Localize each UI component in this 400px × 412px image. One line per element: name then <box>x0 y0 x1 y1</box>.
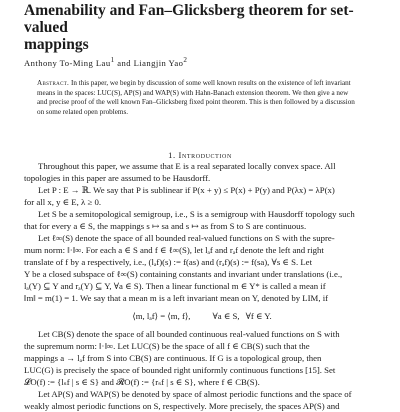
abstract-line-3: and precise proof of the well known Fan–Glicksberg fixed point theorem. This is then followed by a discussion <box>37 98 355 107</box>
abstract-line-2: means in the spaces: LUC(S), AP(S) and WAP(S) with Hahn-Banach extension theorem. We then give a new <box>37 88 349 97</box>
section-number: 1. <box>168 150 176 160</box>
para-4-line-3: translate of f by a respectively, i.e., (lₐf)(s) := f(as) and (rₐf)(s) := f(sa), ∀s ∈ S. Let <box>24 257 312 267</box>
para-5-line-4: LUC(G) is precisely the space of bounded right uniformly continuous functions [15]. Set <box>24 365 336 375</box>
author-2-affiliation: 2 <box>183 56 188 64</box>
abstract-line-1 <box>37 79 368 89</box>
para-5-line-3: mappings a → lₐf from S into CB(S) are continuous. If G is a topological group, then <box>24 353 322 363</box>
author-1-name: Anthony To-Ming Lau <box>24 57 111 68</box>
para-4-line-4: Y be a closed subspace of ℓ∞(S) containing constants and invariant under translations (i.e., <box>24 269 343 279</box>
section-title: Introduction <box>178 150 232 160</box>
equation-quantifier-2: ∀f ∈ Y. <box>245 311 272 321</box>
para-2-line-1: Let P : E → ℝ. We say that P is sublinear if P(x + y) ≤ P(x) + P(y) and P(λx) = λP(x) <box>38 185 335 195</box>
para-6-line-2: weakly almost periodic functions on S, respectively. More precisely, the spaces AP(S) and <box>24 401 340 411</box>
abstract-line-4: on some related open problems. <box>37 107 129 116</box>
para-3-line-1: Let S be a semitopological semigroup, i.e., S is a semigroup with Hausdorff topology such <box>38 209 355 219</box>
para-4-line-2: mum norm: ‖·‖∞. For each a ∈ S and f ∈ ℓ∞(S), let lₐf and rₐf denote the left and right <box>24 245 324 255</box>
para-5-line-1: Let CB(S) denote the space of all bounded continuous real-valued functions on S with <box>38 329 340 339</box>
equation-lhs: ⟨m, lₐf⟩ = ⟨m, f⟩, <box>132 311 191 321</box>
author-line <box>24 56 384 68</box>
para-6-line-1: Let AP(S) and WAP(S) be denoted by space of almost periodic functions and the space of <box>38 389 352 399</box>
para-5-line-2: the supremum norm: ‖·‖∞. Let LUC(S) be the space of all f ∈ CB(S) such that the <box>24 341 310 351</box>
para-5-line-5: 𝓛O(f) := {lₛf | s ∈ S} and 𝓡O(f) := {rₛf | s ∈ S}, where f ∈ CB(S). <box>24 377 260 387</box>
para-4-line-5: lₐ(Y) ⊆ Y and rₐ(Y) ⊆ Y, ∀a ∈ S). Then a linear functional m ∈ Y* is called a mean if <box>24 281 326 291</box>
title-line-2: mappings <box>24 36 89 53</box>
abstract <box>37 79 368 117</box>
para-1-line-2: topologies in this paper are assumed to be Hausdorff. <box>24 173 211 183</box>
author-1-affiliation: 1 <box>110 56 115 64</box>
para-2-line-2: for all x, y ∈ E, λ ≥ 0. <box>24 197 102 207</box>
paper-title <box>24 2 384 53</box>
section-heading <box>0 150 400 160</box>
author-2-name: Liangjin Yao <box>133 57 184 68</box>
title-line-1: Amenability and Fan–Glicksberg theorem for set-valued <box>24 2 354 36</box>
para-4-line-6: ‖m‖ = m(1) = 1. We say that a mean m is a left invariant mean on Y, denoted by LIM, if <box>24 293 329 303</box>
body-text <box>24 160 380 412</box>
display-equation <box>24 310 380 322</box>
para-4-line-1: Let ℓ∞(S) denote the space of all bounded real-valued functions on S with the supre- <box>38 233 335 243</box>
equation-quantifier-1: ∀a ∈ S, <box>212 311 240 321</box>
para-3-line-2: that for every a ∈ S, the mappings s ↦ sa and s ↦ as from S to S are continuous. <box>24 221 307 231</box>
abstract-text-1: In this paper, we begin by discussion of some well known results on the existence of left invariant <box>69 79 351 87</box>
abstract-label: Abstract. <box>37 79 70 87</box>
para-1-line-1: Throughout this paper, we assume that E is a real separated locally convex space. All <box>38 161 336 171</box>
author-conjunction: and <box>114 57 134 68</box>
